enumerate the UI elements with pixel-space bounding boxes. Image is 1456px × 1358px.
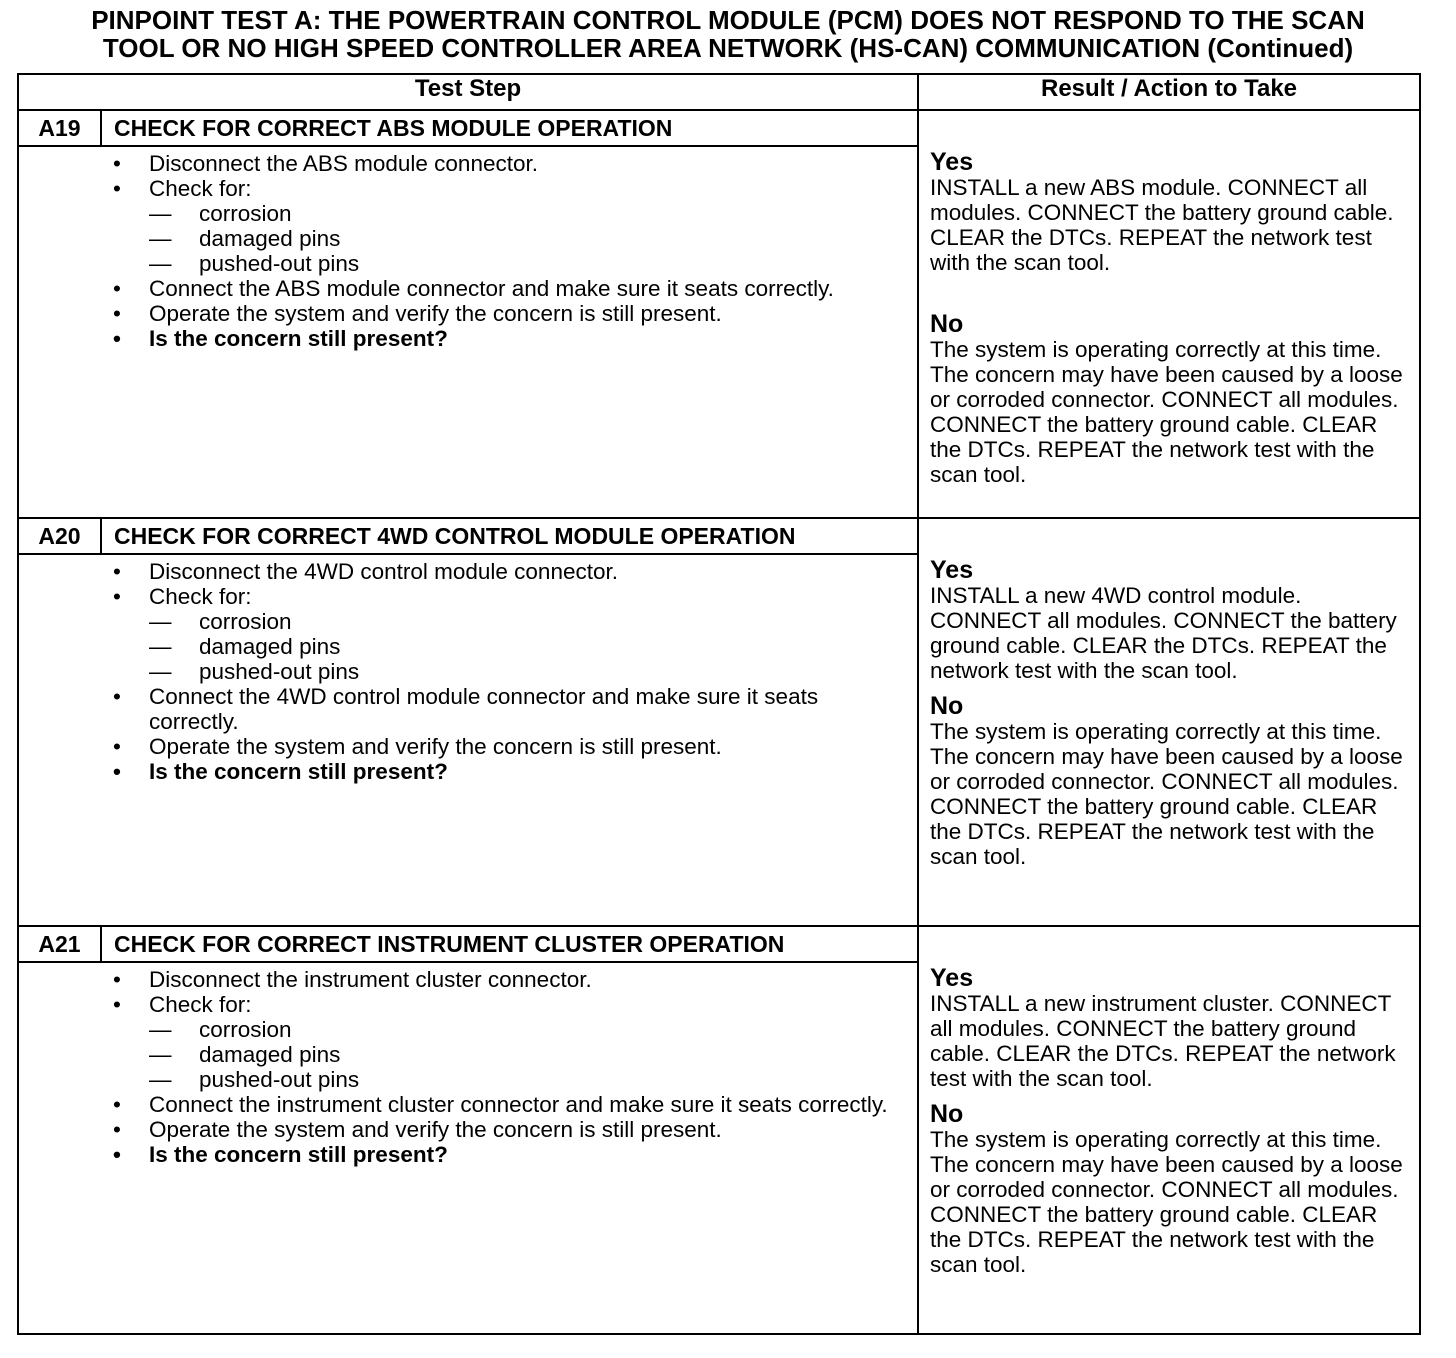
list-item: • Operate the system and verify the concern is still present.	[113, 301, 907, 326]
yes-label: Yes	[930, 556, 974, 584]
yes-action: INSTALL a new ABS module. CONNECT all modules. CONNECT the battery ground cable. CLEAR the DTCs. REPEAT the network test with the scan tool.	[930, 175, 1394, 275]
list-item: • Disconnect the ABS module connector.	[113, 151, 907, 176]
list-item: • Check for:	[113, 176, 907, 201]
pinpoint-test-table	[17, 73, 1421, 1335]
list-item: • Disconnect the 4WD control module connector.	[113, 559, 907, 584]
list-item: — pushed-out pins	[113, 659, 907, 684]
list-item: • Check for:	[113, 992, 907, 1017]
result-cell	[918, 518, 1420, 926]
yes-label: Yes	[930, 964, 974, 992]
step-number: A20	[18, 518, 101, 554]
step-number: A19	[18, 110, 101, 146]
step-body	[18, 962, 918, 1334]
list-item: • Is the concern still present?	[113, 759, 907, 784]
title-line-2: TOOL OR NO HIGH SPEED CONTROLLER AREA NETWORK (HS-CAN) COMMUNICATION (Continued)	[102, 33, 1354, 63]
step-title-row	[18, 926, 1420, 962]
yes-action: INSTALL a new instrument cluster. CONNECT all modules. CONNECT the battery ground cable. CLEAR the DTCs. REPEAT the network test with the scan tool.	[930, 991, 1396, 1091]
step-number: A21	[18, 926, 101, 962]
list-item: • Is the concern still present?	[113, 326, 907, 351]
no-label: No	[930, 692, 964, 720]
result-cell	[918, 110, 1420, 518]
list-item: • Is the concern still present?	[113, 1142, 907, 1167]
result-cell	[918, 926, 1420, 1334]
list-item: • Connect the 4WD control module connector and make sure it seats correctly.	[113, 684, 907, 734]
title-line-1: PINPOINT TEST A: THE POWERTRAIN CONTROL MODULE (PCM) DOES NOT RESPOND TO THE SCAN	[91, 5, 1365, 35]
list-item: — pushed-out pins	[113, 1067, 907, 1092]
check-list	[19, 967, 907, 1167]
step-title: CHECK FOR CORRECT INSTRUMENT CLUSTER OPERATION	[101, 926, 918, 962]
no-action: The system is operating correctly at this time. The concern may have been caused by a loose or corroded connector. CONNECT all modules. CONNECT the battery ground cable. CLEAR the DTCs. REPEAT the network test with the scan tool.	[930, 1127, 1403, 1277]
no-label: No	[930, 310, 964, 338]
check-list	[19, 151, 907, 351]
table-header-row	[18, 74, 1420, 110]
step-title: CHECK FOR CORRECT ABS MODULE OPERATION	[101, 110, 918, 146]
list-item: — damaged pins	[113, 226, 907, 251]
step-title-row	[18, 110, 1420, 146]
check-list	[19, 559, 907, 784]
list-item: • Disconnect the instrument cluster connector.	[113, 967, 907, 992]
list-item: — damaged pins	[113, 634, 907, 659]
yes-label: Yes	[930, 148, 974, 176]
no-action: The system is operating correctly at this time. The concern may have been caused by a loose or corroded connector. CONNECT all modules. CONNECT the battery ground cable. CLEAR the DTCs. REPEAT the network test with the scan tool.	[930, 337, 1403, 487]
header-test-step: Test Step	[18, 74, 918, 110]
no-label: No	[930, 1100, 964, 1128]
list-item: • Connect the instrument cluster connector and make sure it seats correctly.	[113, 1092, 907, 1117]
list-item: • Check for:	[113, 584, 907, 609]
list-item: — corrosion	[113, 201, 907, 226]
list-item: — corrosion	[113, 1017, 907, 1042]
step-body	[18, 554, 918, 926]
step-title: CHECK FOR CORRECT 4WD CONTROL MODULE OPERATION	[101, 518, 918, 554]
no-action: The system is operating correctly at this time. The concern may have been caused by a loose or corroded connector. CONNECT all modules. CONNECT the battery ground cable. CLEAR the DTCs. REPEAT the network test with the scan tool.	[930, 719, 1403, 869]
list-item: — corrosion	[113, 609, 907, 634]
list-item: — pushed-out pins	[113, 251, 907, 276]
list-item: • Operate the system and verify the concern is still present.	[113, 1117, 907, 1142]
yes-action: INSTALL a new 4WD control module. CONNECT all modules. CONNECT the battery ground cable. CLEAR the DTCs. REPEAT the network test with the scan tool.	[930, 583, 1397, 683]
page-title	[0, 6, 1456, 62]
list-item: — damaged pins	[113, 1042, 907, 1067]
list-item: • Operate the system and verify the concern is still present.	[113, 734, 907, 759]
header-result: Result / Action to Take	[918, 74, 1420, 110]
list-item: • Connect the ABS module connector and make sure it seats correctly.	[113, 276, 907, 301]
step-body	[18, 146, 918, 518]
step-title-row	[18, 518, 1420, 554]
